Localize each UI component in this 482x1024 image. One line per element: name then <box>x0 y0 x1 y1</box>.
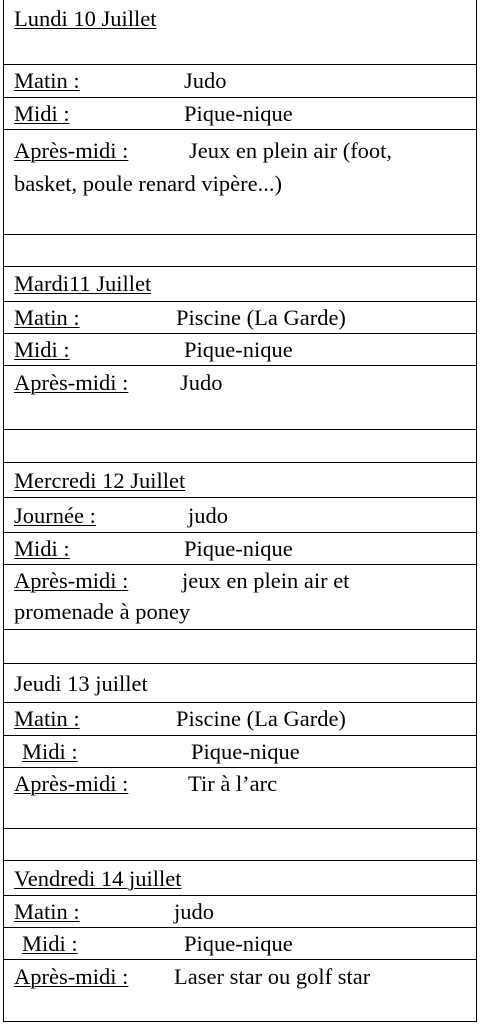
row-label: Après-midi : <box>14 771 129 796</box>
spacer-row <box>4 429 476 462</box>
row-activity: Laser star ou golf star <box>174 964 371 989</box>
row-label: Après-midi : <box>14 370 129 395</box>
row-label: Matin : <box>14 899 80 924</box>
row-label: Matin : <box>14 68 80 93</box>
row-label: Après-midi : <box>14 138 129 163</box>
day-header-vendredi <box>4 860 476 895</box>
row-activity: Pique-nique <box>184 101 293 126</box>
spacer-row <box>4 629 476 663</box>
schedule-row <box>4 365 476 429</box>
row-activity: Piscine (La Garde) <box>176 706 346 731</box>
schedule-row <box>4 735 476 767</box>
row-activity-continued: basket, poule renard vipère...) <box>14 171 283 196</box>
row-activity: Judo <box>180 370 223 395</box>
schedule-row <box>4 959 476 1022</box>
row-activity: jeux en plein air et <box>182 568 350 593</box>
day-header-mardi <box>4 266 476 301</box>
schedule-row <box>4 64 476 97</box>
row-label: Midi : <box>14 337 70 362</box>
row-label: Midi : <box>22 931 78 956</box>
schedule-row <box>4 895 476 927</box>
row-label: Midi : <box>14 536 70 561</box>
schedule-row <box>4 927 476 959</box>
schedule-row <box>4 702 476 735</box>
row-activity: judo <box>188 503 229 528</box>
schedule-row <box>4 767 476 828</box>
day-title: Vendredi 14 juillet <box>14 866 182 891</box>
day-title: Jeudi 13 juillet <box>14 671 148 696</box>
row-activity: Tir à l’arc <box>188 771 278 796</box>
row-label: Midi : <box>14 101 70 126</box>
schedule-row <box>4 129 476 234</box>
row-label: Midi : <box>22 739 78 764</box>
schedule-table <box>3 0 477 1022</box>
row-label: Matin : <box>14 305 80 330</box>
schedule-row <box>4 333 476 365</box>
row-activity: Piscine (La Garde) <box>176 305 346 330</box>
row-activity: Pique-nique <box>184 931 293 956</box>
schedule-row <box>4 497 476 532</box>
day-header-jeudi <box>4 663 476 702</box>
row-activity-continued: promenade à poney <box>14 599 191 624</box>
row-label: Matin : <box>14 706 80 731</box>
spacer-row <box>4 234 476 266</box>
row-activity: Jeux en plein air (foot, <box>189 138 393 163</box>
day-header-mercredi <box>4 462 476 497</box>
schedule-row <box>4 301 476 333</box>
day-header-lundi <box>4 0 476 64</box>
spacer-row <box>4 828 476 860</box>
row-activity: judo <box>174 899 215 924</box>
row-label: Journée : <box>14 503 96 528</box>
schedule-row <box>4 97 476 129</box>
day-title: Mercredi 12 Juillet <box>14 468 186 493</box>
row-activity: Pique-nique <box>184 337 293 362</box>
schedule-row <box>4 532 476 564</box>
row-activity: Pique-nique <box>191 739 300 764</box>
row-activity: Pique-nique <box>184 536 293 561</box>
row-activity: Judo <box>184 68 227 93</box>
schedule-row <box>4 564 476 629</box>
day-title: Lundi 10 Juillet <box>14 6 157 31</box>
row-label: Après-midi : <box>14 568 129 593</box>
day-title: Mardi11 Juillet <box>14 271 152 296</box>
row-label: Après-midi : <box>14 964 129 989</box>
